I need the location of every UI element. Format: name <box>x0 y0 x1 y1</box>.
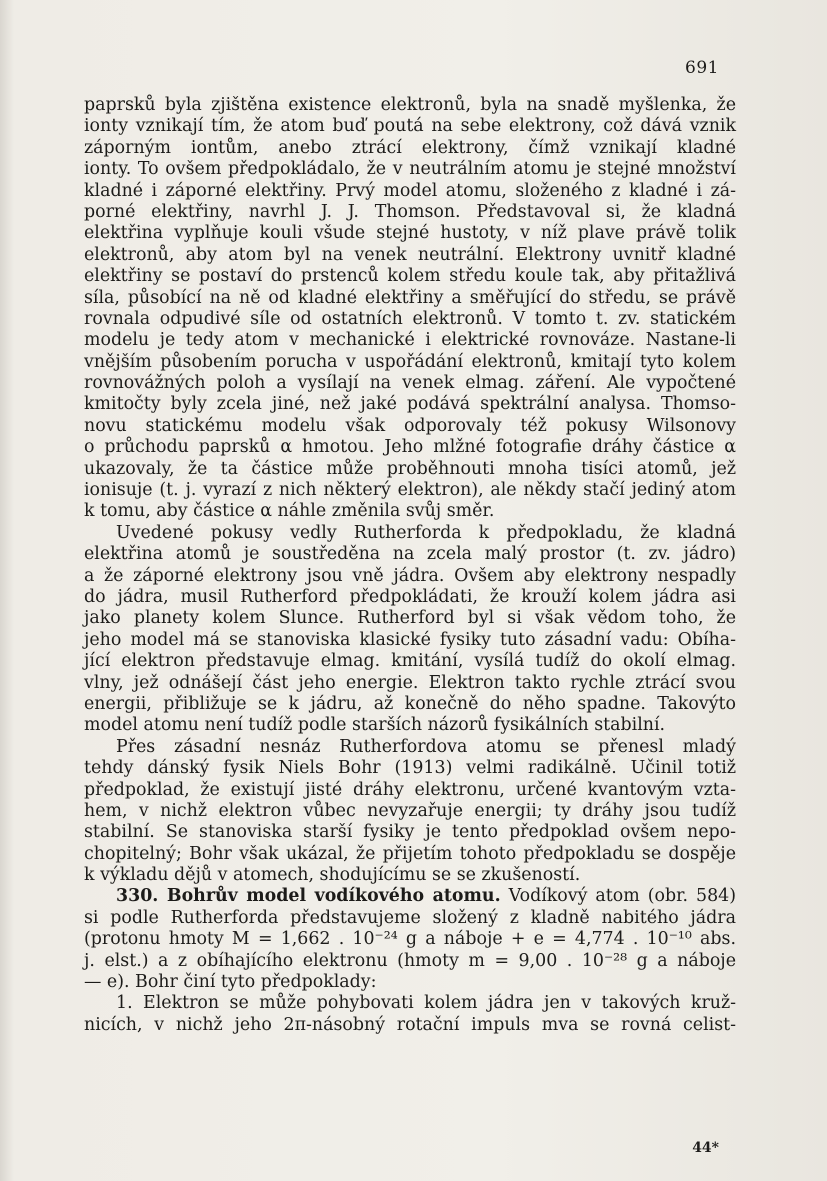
page-number: 691 <box>685 58 719 78</box>
text-line: jako planety kolem Slunce. Rutherford byl si však vědom toho, že <box>84 608 736 629</box>
text-line: porné elektřiny, navrhl J. J. Thomson. Představoval si, že kladná <box>84 201 736 222</box>
text-line: rovnovážných poloh a vysílají na venek elmag. záření. Ale vypočtené <box>84 373 736 394</box>
text-line: paprsků byla zjištěna existence elektronů, byla na snadě myšlenka, že <box>84 95 736 115</box>
text-line: novu statickému modelu však odporovaly též pokusy Wilsonovy <box>84 415 736 436</box>
text-line: vnějším působením porucha v uspořádání elektronů, kmitají tyto kolem <box>84 351 736 372</box>
text-line: ionisuje (t. j. vyrazí z nich některý elektron), ale někdy stačí jediný atom <box>84 480 736 501</box>
text-line: ukazovaly, že ta částice může proběhnouti mnoha tisíci atomů, jež <box>84 458 736 479</box>
text-line: tehdy dánský fysik Niels Bohr (1913) velmi radikálně. Učinil totiž <box>84 758 736 779</box>
section-heading: 330. Bohrův model vodíkového atomu. <box>116 886 501 907</box>
paragraph-rutherford-model <box>84 523 736 737</box>
text-line: a že záporné elektrony jsou vně jádra. Ovšem aby elektrony nespadly <box>84 565 736 586</box>
text-line: model atomu není tudíž podle starších názorů fysikálních stabilní. <box>84 715 666 736</box>
text-line: stabilní. Se stanoviska starší fysiky je tento předpoklad ovšem nepo- <box>84 822 736 843</box>
paragraph-postulate-1 <box>84 993 736 1036</box>
text-line: předpoklad, že existují jisté dráhy elektronu, určené kvantovým vzta- <box>84 779 736 800</box>
text-line: elektřiny se postaví do prstenců kolem středu koule tak, aby přitažlivá <box>84 266 736 287</box>
text-line: elektronů, aby atom byl na venek neutrální. Elektrony uvnitř kladné <box>84 244 736 265</box>
text-line: záporným iontům, anebo ztrácí elektrony, čímž vznikají kladné <box>84 137 736 158</box>
section-330 <box>84 886 736 993</box>
text-line: kmitočty byly zcela jiné, než jaké podává spektrální analysa. Thomso- <box>84 394 736 415</box>
text-line: — e). Bohr činí tyto předpoklady: <box>84 972 377 993</box>
text-line: síla, působící na ně od kladné elektřiny a směřující do středu, se právě <box>84 287 736 308</box>
text-line: energii, přibližuje se k jádru, až konečně do něho spadne. Takovýto <box>84 693 736 714</box>
text-line: rovnala odpudivé síle od ostatních elektronů. V tomto t. zv. statickém <box>84 308 736 329</box>
text-line: elektřina vyplňuje kouli všude stejné hustoty, v níž plave právě tolik <box>84 223 736 244</box>
text-line: kladné i záporné elektřiny. Prvý model atomu, složeného z kladné i zá- <box>84 180 736 201</box>
text-line: ionty. To ovšem předpokládalo, že v neutrálním atomu je stejné množství <box>84 159 736 180</box>
text-line: k výkladu dějů v atomech, shodujícímu se se zkušeností. <box>84 865 581 886</box>
text-line: o průchodu paprsků α hmotou. Jeho mlžné fotografie dráhy částice α <box>84 437 736 458</box>
text-line: chopitelný; Bohr však ukázal, že přijetím tohoto předpokladu se dospěje <box>84 843 736 864</box>
body-text <box>84 95 736 1036</box>
signature-mark: 44* <box>692 1140 719 1156</box>
text-line: jeho model má se stanoviska klasické fysiky tuto zásadní vadu: Obíha- <box>84 629 736 650</box>
paragraph-thomson-model <box>84 95 736 523</box>
text-line: elektřina atomů je soustředěna na zcela malý prostor (t. zv. jádro) <box>84 544 736 565</box>
text-line: vlny, jež odnášejí část jeho energie. Elektron takto rychle ztrácí svou <box>84 672 736 693</box>
text-line: Uvedené pokusy vedly Rutherforda k předpokladu, že kladná <box>116 522 736 543</box>
text-line: hem, v nichž elektron vůbec nevyzařuje energii; ty dráhy jsou tudíž <box>84 800 736 821</box>
text-line: nicích, v nichž jeho 2π-násobný rotační impuls mva se rovná celist- <box>84 1014 736 1035</box>
text-line: Přes zásadní nesnáz Rutherfordova atomu se přenesl mladý <box>116 736 736 757</box>
text-line: 1. Elektron se může pohybovati kolem jádra jen v takových kruž- <box>116 993 736 1014</box>
text-line: k tomu, aby částice α náhle změnila svůj směr. <box>84 501 495 522</box>
text-line: j. elst.) a z obíhajícího elektronu (hmoty m = 9,00 . 10⁻²⁸ g a náboje <box>84 950 736 971</box>
text-line: jící elektron představuje elmag. kmitání, vysílá tudíž do okolí elmag. <box>84 651 736 672</box>
paragraph-bohr-hypothesis <box>84 737 736 887</box>
text-line <box>84 886 736 907</box>
section-text: Vodíkový atom (obr. 584) <box>508 886 737 907</box>
text-line: modelu je tedy atom v mechanické i elektrické rovnováze. Nastane-li <box>84 330 736 351</box>
text-line: (protonu hmoty M = 1,662 . 10⁻²⁴ g a náboje + e = 4,774 . 10⁻¹⁰ abs. <box>84 929 736 950</box>
text-line: si podle Rutherforda představujeme složený z kladně nabitého jádra <box>84 907 736 928</box>
text-line: ionty vznikají tím, že atom buď poutá na sebe elektrony, což dává vznik <box>84 116 736 137</box>
text-line: do jádra, musil Rutherford předpokládati, že krouží kolem jádra asi <box>84 586 736 607</box>
